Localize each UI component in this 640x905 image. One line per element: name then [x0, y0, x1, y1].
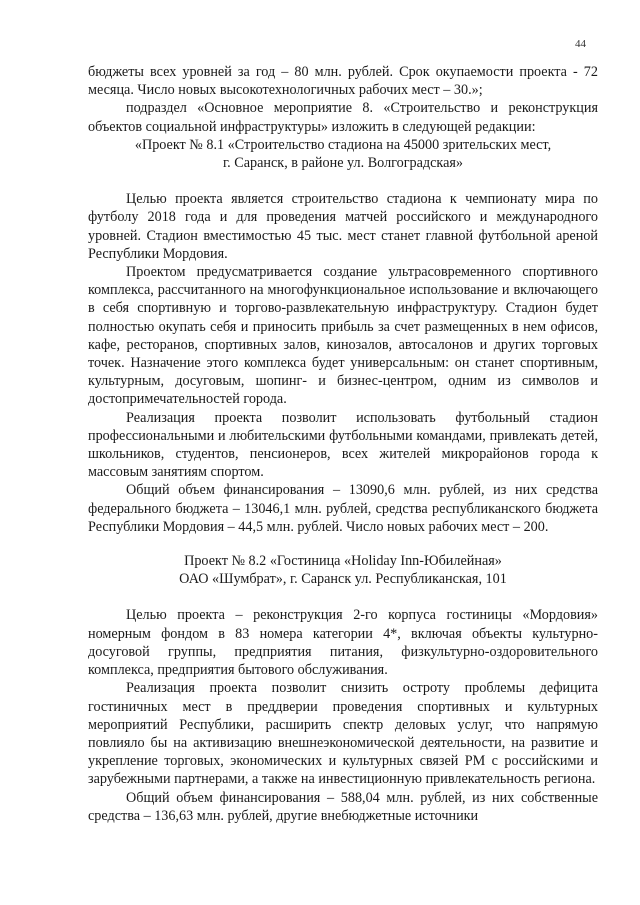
project1-paragraph: Реализация проекта позволит использовать футбольный стадион профессиональными и любительскими футбольными командами, привлекать детей, школьников, студентов, пенсионеров, всех жителей микрорайонов города к массовым занятиям спортом.: [88, 409, 598, 481]
project2-paragraph: Реализация проекта позволит снизить остроту проблемы дефицита гостиничных мест в преддверии проведения спортивных и культурных мероприятий Республики, расширить спектр деловых услуг, что напрямую повлияло бы на активизацию внешнеэкономической деятельности, на развитие и укрепление торговых, экономических и культурных связей РМ с российскими и зарубежными партнерами, а также на инвестиционную привлекательность региона.: [88, 680, 598, 788]
intro-paragraph: бюджеты всех уровней за год – 80 млн. рублей. Срок окупаемости проекта - 72 месяца. Число новых высокотехнологичных рабочих мест – 30.»;: [88, 64, 598, 99]
project1-paragraph: Целью проекта является строительство стадиона к чемпионату мира по футболу 2018 года и для проведения матчей российского и международного уровней. Стадион вместимостью 45 тыс. мест станет главной футбольной ареной Республики Мордовия.: [88, 191, 598, 262]
document-body: [88, 63, 598, 825]
project1-paragraph: Общий объем финансирования – 13090,6 млн. рублей, из них средства федерального бюджета – 13046,1 млн. рублей, средства республиканского бюджета Республики Мордовия – 44,5 млн. рублей. Число новых рабочих мест – 200.: [88, 482, 598, 535]
project1-paragraph: Проектом предусматривается создание ультрасовременного спортивного комплекса, рассчитанного на многофункциональное использование и включающего в себя спортивную и торгово-развлекательную инфраструктуру. Стадион будет полностью окупать себя и приносить прибыль за счет размещенных в нем офисов, кафе, ресторанов, спортивных залов, кинозалов, автосалонов и других торговых точек. Назначение этого комплекса будет универсальным: он станет спортивным, культурным, досуговым, шопинг- и бизнес-центром, одним из символов и достопримечательностей города.: [88, 264, 598, 408]
project2-paragraph: Общий объем финансирования – 588,04 млн. рублей, из них собственные средства – 136,63 млн. рублей, другие внебюджетные источники: [88, 789, 598, 824]
project1-title-line2: г. Саранск, в районе ул. Волгоградская»: [222, 155, 464, 172]
subsection-paragraph: подраздел «Основное мероприятие 8. «Строительство и реконструкция объектов социальной инфраструктуры» изложить в следующей редакции:: [88, 100, 598, 135]
project2-paragraph: Целью проекта – реконструкция 2-го корпуса гостиницы «Мордовия» номерным фондом в 83 номера категории 4*, включая объекты культурно-досуговой группы, предприятия питания, физкультурно-оздоровительного комплекса, предприятия бытового обслуживания.: [88, 607, 598, 679]
project1-title-line1: «Проект № 8.1 «Строительство стадиона на 45000 зрительских мест,: [134, 136, 552, 153]
page-number: 44: [575, 38, 586, 50]
project2-title-line2: ОАО «Шумбрат», г. Саранск ул. Республиканская, 101: [179, 571, 507, 588]
project2-title-line1: Проект № 8.2 «Гостиница «Holiday Inn-Юбилейная»: [184, 553, 502, 570]
